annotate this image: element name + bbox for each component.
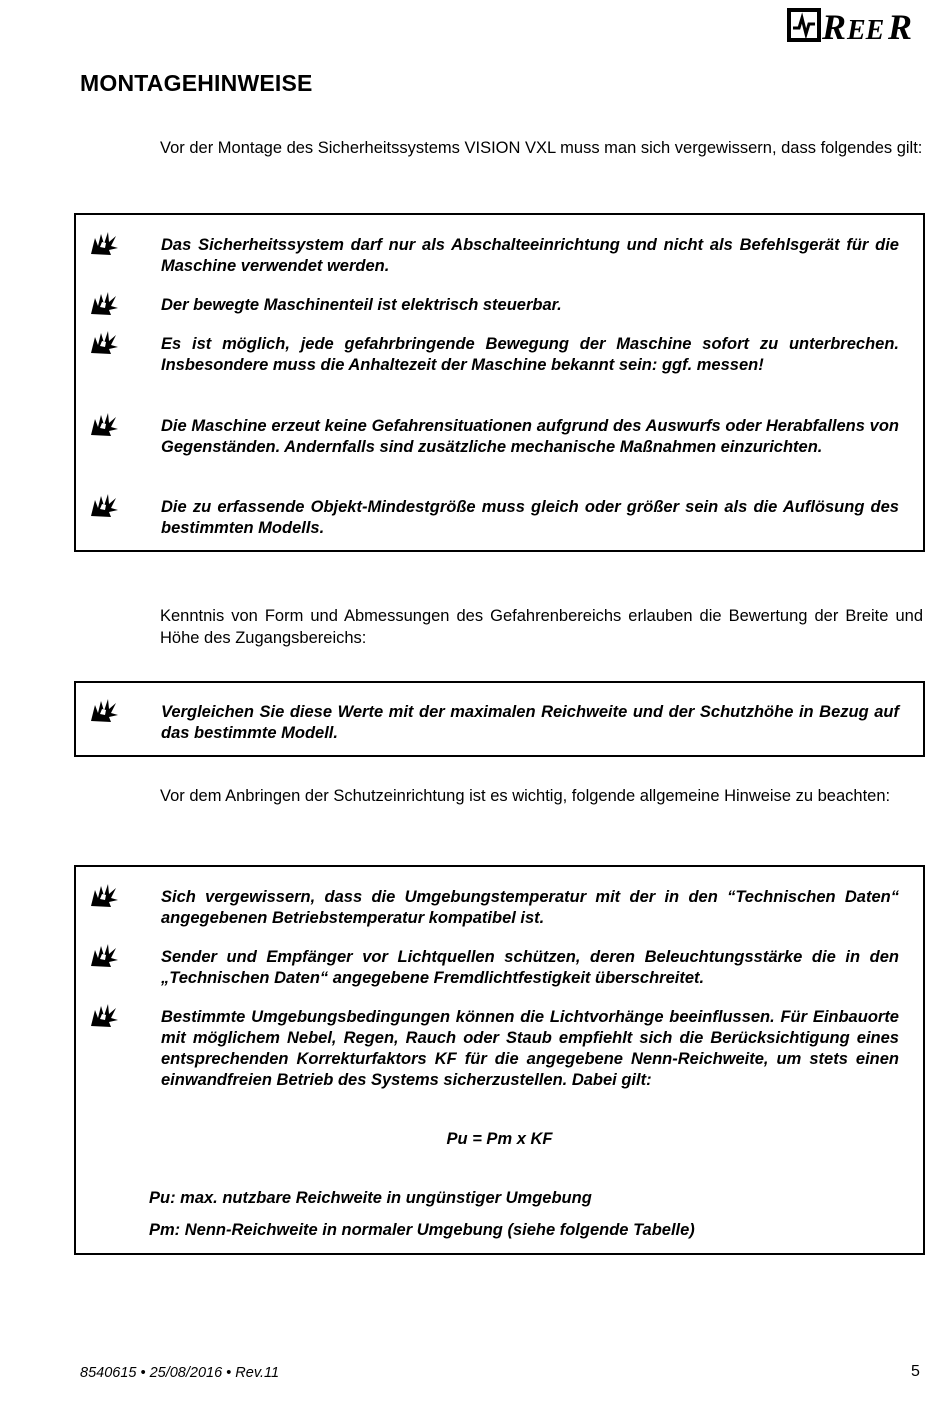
svg-text:R: R bbox=[888, 7, 913, 46]
page-number: 5 bbox=[911, 1363, 920, 1380]
page-title: MONTAGEHINWEISE bbox=[80, 70, 313, 96]
general-notes-paragraph: Vor dem Anbringen der Schutzeinrichtung ist es wichtig, folgende allgemeine Hinweise zu beachten: bbox=[160, 787, 891, 805]
formula-legend-pm: Pm: Nenn-Reichweite in normaler Umgebung (siehe folgende Tabelle) bbox=[149, 1221, 695, 1239]
requirement-item: Die zu erfassende Objekt-Mindestgröße muss gleich oder größer sein als die Auflösung des bestimmten Modells. bbox=[161, 497, 899, 539]
warning-hand-icon bbox=[89, 411, 119, 437]
requirement-item: Vergleichen Sie diese Werte mit der maximalen Reichweite und der Schutzhöhe in Bezug auf das bestimmte Modell. bbox=[161, 702, 899, 744]
requirement-item: Sender und Empfänger vor Lichtquellen schützen, deren Beleuchtungsstärke die in den „Technischen Daten“ angegebene Fremdlichtfestigkeit überschreitet. bbox=[161, 947, 899, 989]
intro-paragraph: Vor der Montage des Sicherheitssystems VISION VXL muss man sich vergewissern, dass folgendes gilt: bbox=[160, 139, 923, 157]
warning-hand-icon bbox=[89, 1002, 119, 1028]
warning-hand-icon bbox=[89, 492, 119, 518]
warning-hand-icon bbox=[89, 942, 119, 968]
comparison-box bbox=[74, 681, 925, 757]
requirement-item: Die Maschine erzeut keine Gefahrensituationen aufgrund des Auswurfs oder Herabfallens von Gegenständen. Andernfalls sind zusätzliche mechanische Maßnahmen einzurichten. bbox=[161, 416, 899, 458]
danger-zone-paragraph: Kenntnis von Form und Abmessungen des Gefahrenbereichs erlauben die Bewertung der Breite und Höhe des Zugangsbereichs: bbox=[160, 607, 923, 647]
requirement-item: Es ist möglich, jede gefahrbringende Bewegung der Maschine sofort zu unterbrechen. Insbesondere muss die Anhaltezeit der Maschine bekannt sein: ggf. messen! bbox=[161, 334, 899, 376]
environment-box bbox=[74, 865, 925, 1255]
warning-hand-icon bbox=[89, 882, 119, 908]
requirement-item: Der bewegte Maschinenteil ist elektrisch steuerbar. bbox=[161, 295, 899, 316]
warning-hand-icon bbox=[89, 329, 119, 355]
warning-hand-icon bbox=[89, 697, 119, 723]
requirement-item: Das Sicherheitssystem darf nur als Abschalteeinrichtung und nicht als Befehlsgerät für die Maschine verwendet werden. bbox=[161, 235, 899, 277]
reer-logo bbox=[787, 6, 917, 46]
requirement-item: Sich vergewissern, dass die Umgebungstemperatur mit der in den “Technischen Daten“ angegebenen Betriebstemperatur kompatibel ist. bbox=[161, 887, 899, 929]
svg-text:R: R bbox=[822, 7, 847, 46]
formula-legend-pu: Pu: max. nutzbare Reichweite in ungünstiger Umgebung bbox=[149, 1189, 592, 1207]
requirement-item: Bestimmte Umgebungsbedingungen können die Lichtvorhänge beeinflussen. Für Einbauorte mit möglichem Nebel, Regen, Rauch oder Staub empfiehlt sich die Berücksichtigung eines entsprechenden Korrekturfaktors KF für die angegebene Nenn-Reichweite, um stets einen einwandfreien Betrieb des Systems sicherzustellen. Dabei gilt: bbox=[161, 1007, 899, 1091]
reer-logo-icon bbox=[787, 6, 917, 46]
warning-hand-icon bbox=[89, 230, 119, 256]
document-info: 8540615 • 25/08/2016 • Rev.11 bbox=[80, 1365, 280, 1381]
svg-text:EE: EE bbox=[847, 15, 885, 46]
formula: Pu = Pm x KF bbox=[446, 1130, 553, 1148]
warning-hand-icon bbox=[89, 290, 119, 316]
requirements-box bbox=[74, 213, 925, 552]
